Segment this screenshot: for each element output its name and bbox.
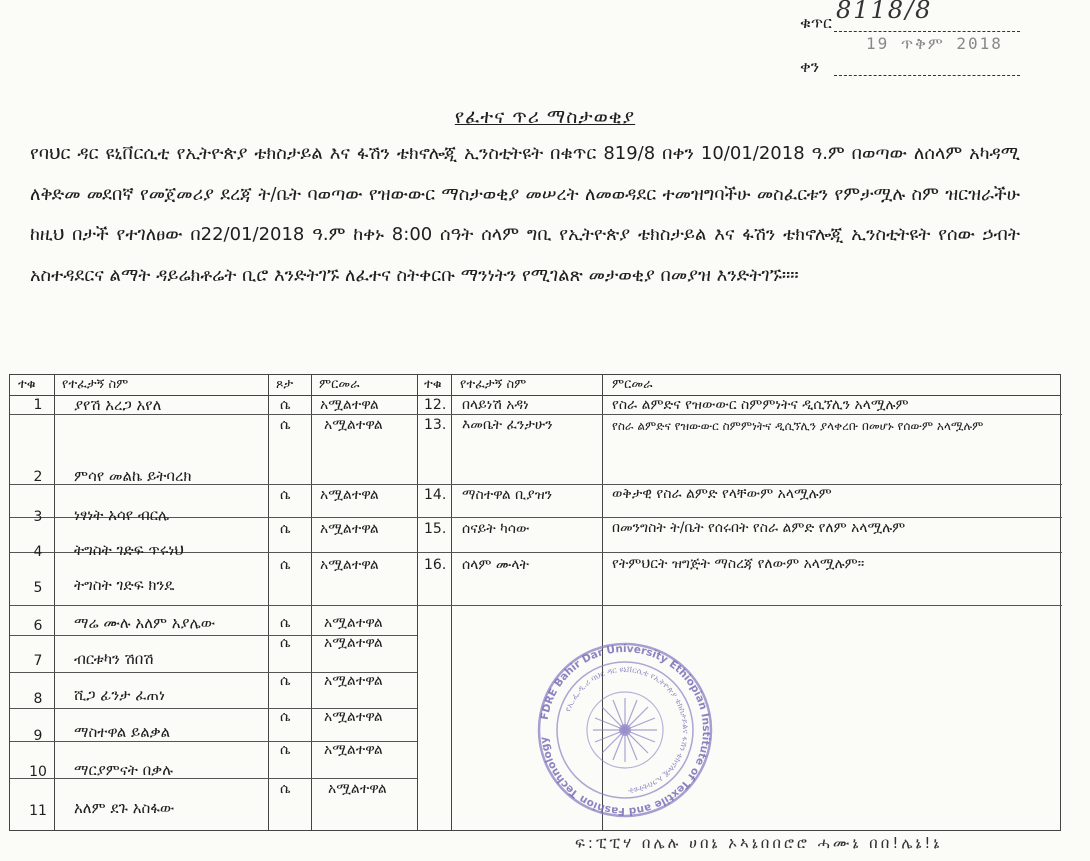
candidates-table <box>9 374 1061 831</box>
received-date-stamp: 19 ጥቅም 2018 <box>866 34 1003 53</box>
candidate-name: አለም ደጉ አስፋው <box>74 799 175 817</box>
footer-text: ፍ:ፒፒሃ በሌሉ ሀበኔ ኦኣኔበበሮሮ ሓሙኔ በበ!ሌኔ!ኔ <box>575 834 943 852</box>
candidate-remark: አሟልተዋል <box>324 742 383 758</box>
candidate-remark: አሟልተዋል <box>324 673 383 689</box>
row-divider <box>417 414 1062 415</box>
row-divider <box>417 552 1062 553</box>
reference-handwritten-value: 8118/8 <box>836 0 933 24</box>
candidate-sex: ሴ <box>280 521 291 537</box>
candidate-remark: አሟልተዋል <box>324 615 383 631</box>
candidate-sex: ሴ <box>280 417 291 433</box>
row-divider <box>417 517 1062 518</box>
row-number: 10 <box>29 764 47 780</box>
candidate-name: በላይነሽ አዳነ <box>462 397 529 413</box>
column-divider <box>451 375 452 830</box>
candidate-name: ነፃነት አሳየ ብርሌ <box>74 506 170 524</box>
date-line <box>834 59 1020 76</box>
row-divider <box>10 414 417 415</box>
candidate-remark: ወቅታዊ የስራ ልምድ የላቸውም አላሟሉም <box>612 486 832 502</box>
row-number: 6 <box>33 618 43 634</box>
column-divider <box>268 375 269 830</box>
header-no: ተቁ <box>18 377 36 392</box>
document-title: የፈተና ጥሪ ማስታወቂያ <box>454 106 636 128</box>
candidate-sex: ሴ <box>280 781 291 797</box>
candidate-sex: ሴ <box>280 742 291 758</box>
row-divider <box>10 605 417 606</box>
candidate-name: ብርቱካን ሽበሽ <box>74 650 154 668</box>
row-number: 11 <box>29 803 47 819</box>
candidate-remark: አሟልተዋል <box>320 521 379 537</box>
row-number: 13. <box>424 417 447 433</box>
header-no-right: ተቁ <box>424 377 442 392</box>
row-number: 1 <box>33 397 43 413</box>
candidate-remark: አሟልተዋል <box>324 635 383 651</box>
header-remark: ምርመራ <box>319 377 360 392</box>
row-number: 8 <box>33 691 43 707</box>
header-remark-right: ምርመራ <box>612 377 653 392</box>
row-divider <box>10 778 417 779</box>
header-sex: ጾታ <box>276 377 294 392</box>
candidate-name: ሰናይት ካሳው <box>462 521 530 537</box>
row-number: 12. <box>424 397 447 413</box>
candidate-name: ምሳየ መልኬ ይትባረክ <box>74 467 192 485</box>
candidate-remark: አሟልተዋል <box>320 557 379 573</box>
candidate-sex: ሴ <box>280 635 291 651</box>
candidate-sex: ሴ <box>280 615 291 631</box>
reference-label: ቁጥር <box>800 13 832 32</box>
candidate-name: ማርያምናት በቃሉ <box>74 761 173 779</box>
row-number: 7 <box>33 653 43 669</box>
candidate-sex: ሴ <box>280 487 291 503</box>
candidate-remark: የስራ ልምድና የዝውውር ስምምነትና ዲሲኘሊን አላሟሉም <box>612 397 909 413</box>
row-number: 5 <box>33 580 43 596</box>
date-row <box>800 52 1020 82</box>
candidate-name: ትግስት ገድፍ ክንዴ <box>74 576 175 594</box>
candidate-remark: አሟልተዋል <box>320 397 379 413</box>
candidate-sex: ሴ <box>280 673 291 689</box>
row-number: 15. <box>424 521 447 537</box>
row-divider <box>10 517 417 518</box>
candidate-name: ትግስት ገድፍ ጥሩነህ <box>74 541 184 559</box>
candidate-name: ማሬ ሙሉ አለም አያሌው <box>74 614 216 632</box>
official-seal-icon <box>536 641 714 819</box>
column-divider <box>417 375 418 830</box>
candidate-name: ማስተዋል ይልቃል <box>74 723 171 741</box>
candidate-sex: ሴ <box>280 397 291 413</box>
candidate-remark: አሟልተዋል <box>320 487 379 503</box>
candidate-name: ማስተዋል ቢያዝን <box>462 487 553 503</box>
candidate-remark: የትምህርት ዝግጅት ማስረጃ የለውም አላሟሉም። <box>612 556 865 572</box>
candidate-remark: አሟልተዋል <box>324 709 383 725</box>
candidate-name: ያየሽ አረጋ አየለ <box>74 396 162 414</box>
row-number: 9 <box>33 728 43 744</box>
row-number: 14. <box>424 487 447 503</box>
header-name-right: የተፈታኝ ስም <box>460 377 527 392</box>
seal-text-outer: FDRE Bahir Dar University Ethiopian Institute of Textile and Fashion Technology <box>538 642 713 818</box>
row-divider <box>10 484 417 485</box>
column-divider <box>311 375 312 830</box>
announcement-body: የባህር ዳር ዩኒቨርሲቲ የኢትዮጵያ ቴክስታይል እና ፋሽን ቴክኖሎጂ ኢንስቲትዩት በቁጥር 819/8 በቀን 10/01/2018 ዓ.ም በወጣው ለሰላም አካዳሚ ለቅድመ መደበኛ የመጀመሪያ ደረጃ ት/ቤት ባወጣው የዝውውር ማስታወቂያ መሠረት ለመወዳደር ተመዝግባችሁ መስፈርቱን የምታሟሉ ስም ዝርዝራችሁ ከዚህ በታች የተገለፀው በ22/01/2018 ዓ.ም ከቀኑ 8:00 ሰዓት ሰላም ግቢ የኢትዮጵያ ቴክስታይል እና ፋሽን ቴክኖሎጂ ኢንስቲትዩት የሰው ኃብት አስተዳደርና ልማት ዳይሬክቶሬት ቢሮ እንድትገኙ ለፈተና ስትቀርቡ ማንነትን የሚገልጽ መታወቂያ በመያዝ እንድትገኙ።። <box>30 143 1020 286</box>
candidate-sex: ሴ <box>280 709 291 725</box>
header-name: የተፈታኝ ስም <box>62 377 129 392</box>
seal-text-inner: የኢ.ፌ.ዲ.ሪ ባህር ዳር ዩኒቨርሲቲ የኢትዮጵያ ቴክስታይልና ፋሽን ቴክኖሎጂ ኢንስቲትዩት <box>563 664 691 795</box>
candidate-name: እመቤት ፈንታሁን <box>462 417 553 433</box>
column-divider <box>54 375 55 830</box>
date-label: ቀን <box>800 57 820 76</box>
candidate-name: ሰላም ሙላት <box>462 557 529 573</box>
candidate-remark: አሟልተዋል <box>324 417 383 433</box>
candidate-remark: የስራ ልምድና የዝውውር ስምምነትና ዲሲኘሊን ያላቀረቡ በመሆኑ የሰውም አላሟሉም <box>612 419 984 433</box>
candidate-sex: ሴ <box>280 557 291 573</box>
row-number: 3 <box>33 509 43 525</box>
table-header-row <box>10 375 1060 396</box>
row-number: 4 <box>33 544 43 560</box>
candidate-name: ሺጋ ፊንታ ፈጠነ <box>74 686 165 704</box>
row-divider <box>417 605 1062 606</box>
row-number: 16. <box>424 557 447 573</box>
candidate-remark: አሟልተዋል <box>328 781 387 797</box>
row-number: 2 <box>33 469 43 485</box>
candidate-remark: በመንግስት ት/ቤት የሰሩበት የስራ ልምድ የለም አላሟሉም <box>612 520 906 536</box>
row-divider <box>10 552 417 553</box>
